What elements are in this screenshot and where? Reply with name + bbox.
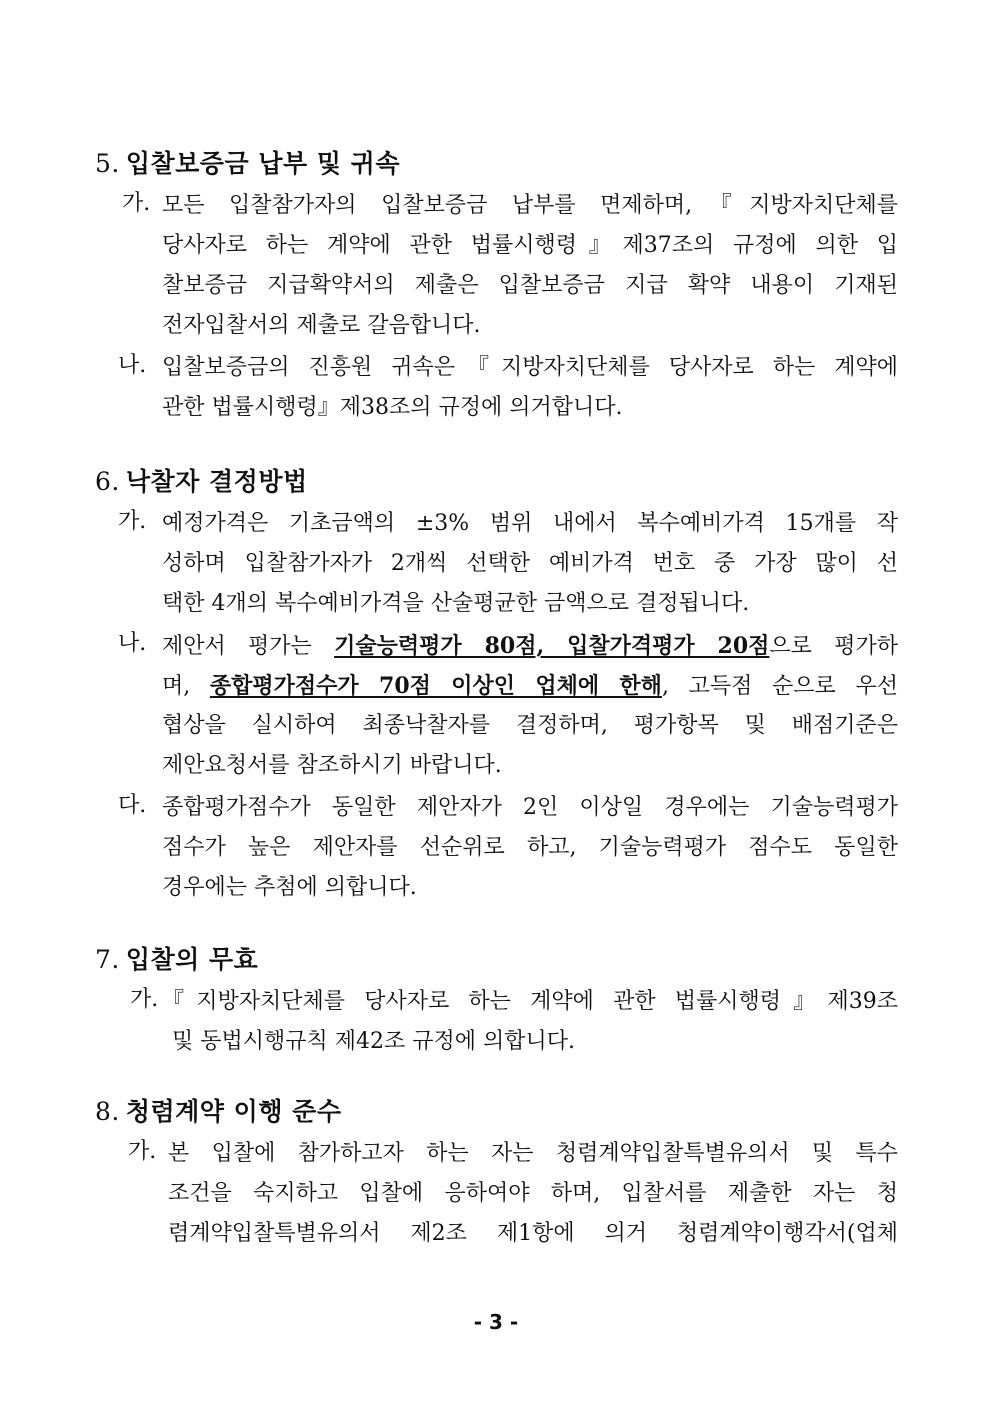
line-text: , 고득점 순으로 우선: [661, 674, 898, 699]
section-number: 7.: [95, 945, 120, 974]
section-number: 8.: [95, 1097, 120, 1126]
item-line: 렴계약입찰특별유의서 제2조 제1항에 의거 청렴계약이행각서(업체: [168, 1221, 898, 1246]
item-line: 경우에는 추첨에 의합니다.: [162, 875, 417, 900]
list-item: [118, 348, 898, 428]
page-number: - 3 -: [473, 1310, 519, 1334]
item-line: 종합평가점수가 동일한 제안자가 2인 이상일 경우에는 기술능력평가: [162, 795, 898, 820]
item-line: 입찰보증금의 진흥원 귀속은『지방자치단체를 당사자로 하는 계약에: [162, 355, 898, 380]
section-heading: [95, 144, 400, 180]
item-line: 『지방자치단체를 당사자로 하는 계약에 관한 법률시행령』제39조: [162, 989, 898, 1014]
section-number: 6.: [95, 467, 120, 496]
item-marker: 가.: [130, 987, 159, 1012]
list-item: [118, 504, 898, 624]
item-marker: 가.: [118, 509, 147, 534]
list-item: [130, 982, 898, 1062]
item-line: 성하며 입찰참가자가 2개씩 선택한 예비가격 번호 중 가장 많이 선: [162, 551, 898, 576]
item-line: 및 동법시행규칙 제42조 규정에 의합니다.: [172, 1029, 575, 1054]
item-marker: 나.: [118, 353, 147, 378]
item-line: 찰보증금 지급확약서의 제출은 입찰보증금 지급 확약 내용이 기재된: [162, 273, 898, 298]
item-marker: 다.: [118, 793, 147, 818]
line-text: 며,: [162, 674, 210, 699]
section-heading: [95, 940, 258, 976]
item-line: 제안요청서를 참조하시기 바랍니다.: [162, 753, 502, 778]
section-heading: [95, 462, 308, 498]
item-line: [162, 666, 898, 706]
section-number: 5.: [95, 149, 120, 178]
item-marker: 가.: [128, 1139, 157, 1164]
item-marker: 가.: [122, 191, 151, 216]
list-item: [122, 186, 898, 346]
item-line: 관한 법률시행령』제38조의 규정에 의거합니다.: [162, 395, 623, 420]
list-item: [128, 1134, 898, 1254]
item-line: 조건을 숙지하고 입찰에 응하여야 하며, 입찰서를 제출한 자는 청: [168, 1181, 898, 1206]
item-line: 본 입찰에 참가하고자 하는 자는 청렴계약입찰특별유의서 및 특수: [168, 1141, 898, 1166]
section-title: 낙찰자 결정방법: [125, 467, 308, 496]
item-line: 택한 4개의 복수예비가격을 산술평균한 금액으로 결정됩니다.: [162, 591, 750, 616]
section-title: 입찰의 무효: [125, 945, 259, 974]
line-text: 으로 평가하: [769, 634, 898, 659]
section-title: 청렴계약 이행 준수: [125, 1097, 342, 1126]
section-title: 입찰보증금 납부 및 귀속: [125, 149, 400, 178]
item-marker: 나.: [118, 631, 147, 656]
item-line: 협상을 실시하여 최종낙찰자를 결정하며, 평가항목 및 배점기준은: [162, 713, 898, 738]
list-item: [118, 626, 898, 786]
item-line: 예정가격은 기초금액의 ±3% 범위 내에서 복수예비가격 15개를 작: [162, 511, 898, 536]
item-line: 당사자로 하는 계약에 관한 법률시행령』제37조의 규정에 의한 입: [162, 233, 898, 258]
item-line: [162, 626, 898, 666]
item-line: 전자입찰서의 제출로 갈음합니다.: [162, 313, 481, 338]
list-item: [118, 788, 898, 908]
item-line: 점수가 높은 제안자를 선순위로 하고, 기술능력평가 점수도 동일한: [162, 835, 898, 860]
item-line: 모든 입찰참가자의 입찰보증금 납부를 면제하며,『지방자치단체를: [162, 193, 898, 218]
section-heading: [95, 1092, 341, 1128]
emphasis-text: 종합평가점수가 70점 이상인 업체에 한해: [209, 673, 662, 699]
line-text: 제안서 평가는: [162, 634, 335, 659]
emphasis-text: 기술능력평가 80점, 입찰가격평가 20점: [334, 633, 770, 659]
